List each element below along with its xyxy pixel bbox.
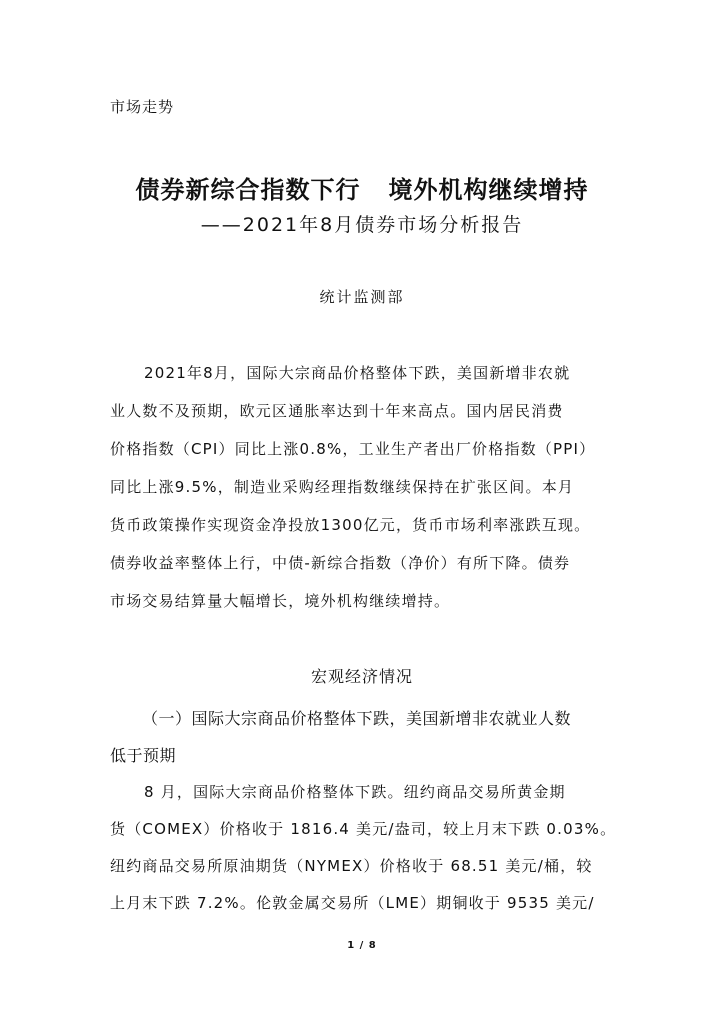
body-line: 上月末下跌 7.2%。伦敦金属交易所（LME）期铜收于 9535 美元/ xyxy=(110,894,595,912)
department-name: 统计监测部 xyxy=(319,288,405,306)
intro-line: 价格指数（CPI）同比上涨0.8%，工业生产者出厂价格指数（PPI） xyxy=(110,440,596,458)
intro-line: 债券收益率整体上行，中债-新综合指数（净价）有所下降。债券 xyxy=(110,554,571,572)
subsection-heading xyxy=(110,706,620,780)
body-line: 货（COMEX）价格收于 1816.4 美元/盎司，较上月末下跌 0.03%。 xyxy=(110,820,617,838)
intro-line: 同比上涨9.5%，制造业采购经理指数继续保持在扩张区间。本月 xyxy=(110,478,575,496)
intro-paragraph xyxy=(110,360,620,626)
title-part-2: 境外机构继续增持 xyxy=(388,176,589,204)
section-heading: 宏观经济情况 xyxy=(310,667,413,686)
subsection-line: 低于预期 xyxy=(110,746,177,765)
body-line: 纽约商品交易所原油期货（NYMEX）价格收于 68.51 美元/桶，较 xyxy=(110,857,593,875)
subsection-line: （一）国际大宗商品价格整体下跌，美国新增非农就业人数 xyxy=(142,709,572,728)
intro-line: 业人数不及预期，欧元区通胀率达到十年来高点。国内居民消费 xyxy=(110,402,564,420)
intro-line: 2021年8月，国际大宗商品价格整体下跌，美国新增非农就 xyxy=(144,364,571,382)
title-part-1: 债券新综合指数下行 xyxy=(135,176,361,204)
body-line: 8 月，国际大宗商品价格整体下跌。纽约商品交易所黄金期 xyxy=(144,783,566,801)
section-tag: 市场走势 xyxy=(110,98,175,116)
intro-line: 货币政策操作实现资金净投放1300亿元，货币市场利率涨跌互现。 xyxy=(110,516,591,534)
report-title xyxy=(0,170,724,205)
body-paragraph xyxy=(110,779,620,927)
intro-line: 市场交易结算量大幅增长，境外机构继续增持。 xyxy=(110,592,451,610)
page-number: 1 / 8 xyxy=(347,940,377,951)
report-subtitle: ——2021年8月债券市场分析报告 xyxy=(200,214,524,236)
